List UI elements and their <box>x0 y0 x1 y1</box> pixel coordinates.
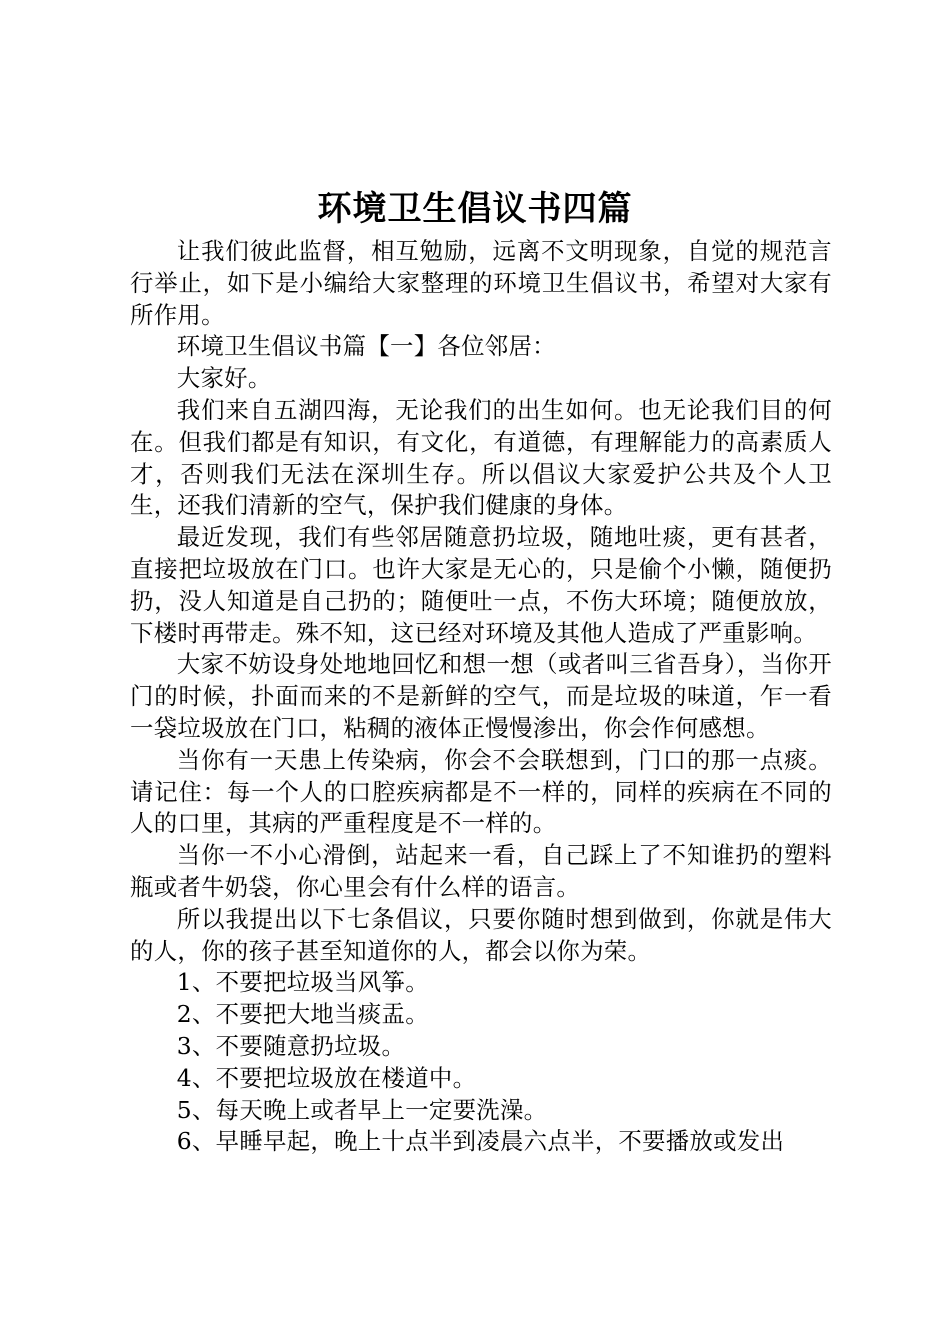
list-item: 6、早睡早起，晚上十点半到凌晨六点半，不要播放或发出 <box>176 1127 785 1156</box>
body-paragraph: 当你一不小心滑倒，站起来一看，自己踩上了不知谁扔的塑料瓶或者牛奶袋，你心里会有什么样的语言。 <box>130 841 832 901</box>
list-item: 3、不要随意扔垃圾。 <box>176 1031 406 1060</box>
greeting-paragraph: 大家好。 <box>176 364 272 393</box>
body-paragraph: 大家不妨设身处地地回忆和想一想（或者叫三省吾身），当你开门的时候，扑面而来的不是新鲜的空气，而是垃圾的味道，乍一看一袋垃圾放在门口，粘稠的液体正慢慢渗出，你会作何感想。 <box>130 650 832 742</box>
list-item: 4、不要把垃圾放在楼道中。 <box>176 1063 477 1092</box>
body-paragraph: 所以我提出以下七条倡议，只要你随时想到做到，你就是伟大的人，你的孩子甚至知道你的人，都会以你为荣。 <box>130 904 832 965</box>
intro-paragraph: 让我们彼此监督，相互勉励，远离不文明现象，自觉的规范言行举止，如下是小编给大家整理的环境卫生倡议书，希望对大家有所作用。 <box>130 237 832 329</box>
list-item: 2、不要把大地当痰盂。 <box>176 1000 429 1029</box>
section-heading: 环境卫生倡议书篇【一】各位邻居： <box>176 332 556 361</box>
document-body <box>130 236 832 1158</box>
list-item: 1、不要把垃圾当风筝。 <box>176 968 429 997</box>
body-paragraph: 我们来自五湖四海，无论我们的出生如何。也无论我们目的何在。但我们都是有知识，有文化，有道德，有理解能力的高素质人才，否则我们无法在深圳生存。所以倡议大家爱护公共及个人卫生，还我们清新的空气，保护我们健康的身体。 <box>130 395 832 520</box>
body-paragraph: 最近发现，我们有些邻居随意扔垃圾，随地吐痰，更有甚者，直接把垃圾放在门口。也许大家是无心的，只是偷个小懒，随便扔扔，没人知道是自己扔的；随便吐一点，不伤大环境；随便放放，下楼时再带走。殊不知，这已经对环境及其他人造成了严重影响。 <box>130 523 832 647</box>
list-item: 5、每天晚上或者早上一定要洗澡。 <box>176 1095 548 1124</box>
body-paragraph: 当你有一天患上传染病，你会不会联想到，门口的那一点痰。请记住：每一个人的口腔疾病都是不一样的，同样的疾病在不同的人的口里，其病的严重程度是不一样的。 <box>130 745 832 838</box>
document-title: 环境卫生倡议书四篇 <box>317 189 633 229</box>
